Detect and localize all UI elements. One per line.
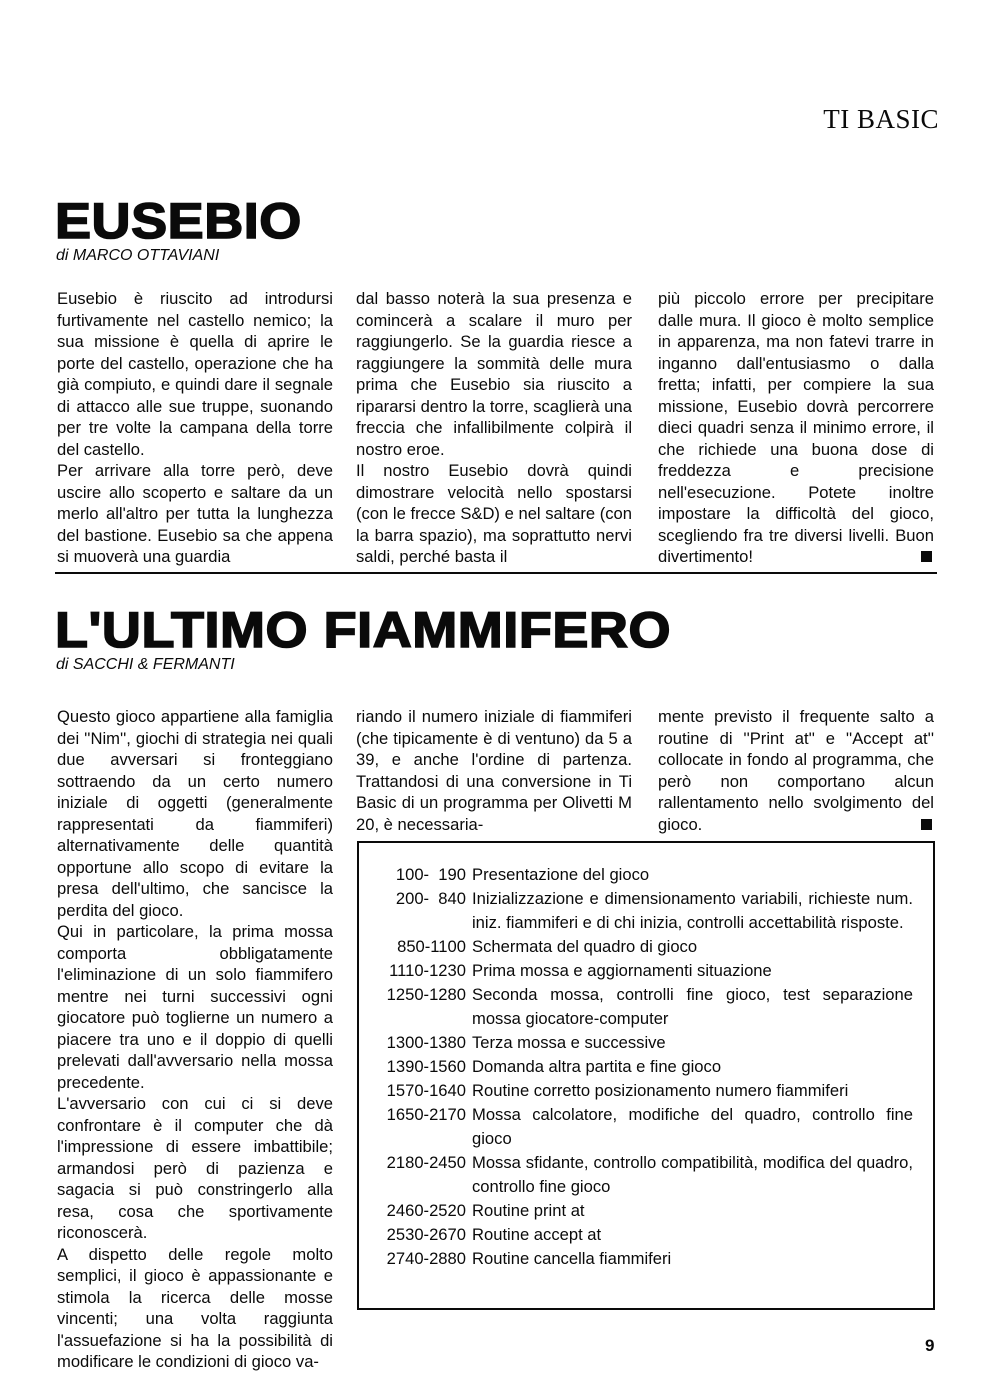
- program-map-row: [367, 1055, 927, 1079]
- program-map-row: [367, 983, 927, 1031]
- line-range: 200- 840: [395, 889, 466, 908]
- end-of-article-mark: [921, 819, 932, 830]
- line-description: Routine corretto posizionamento numero fiammiferi: [472, 1081, 849, 1100]
- line-range: 1110-1230: [389, 961, 466, 980]
- section-divider: [55, 572, 937, 574]
- paragraph: Questo gioco appartiene alla famiglia dei ''Nim'', giochi di strategia nei quali due avversari si fronteggiano sottraendo da un certo numero iniziale di oggetti (generalmente rappresentati da fiammiferi) alternativamente delle quantità opportune allo scopo di evitare la presa dell'ultimo, che sancisce la perdita del gioco.: [57, 707, 333, 920]
- line-description: Mossa calcolatore, modifiche del quadro, controllo fine gioco: [472, 1105, 913, 1148]
- paragraph: Il nostro Eusebio dovrà quindi dimostrare velocità nello spostarsi (con le frecce S&D) e nel saltare (con la barra spazio), ma soprattutto nervi saldi, perché basta il: [356, 461, 632, 566]
- line-range: 850-1100: [397, 937, 466, 956]
- program-map-row: [367, 1199, 927, 1223]
- section-tag: TI BASIC: [823, 104, 939, 134]
- program-map-row: [367, 887, 927, 935]
- article-author-eusebio: di MARCO OTTAVIANI: [56, 247, 220, 264]
- line-range: 2460-2520: [386, 1201, 466, 1220]
- program-map-row: [367, 935, 927, 959]
- paragraph: Qui in particolare, la prima mossa comporta obbligatamente l'eliminazione di un solo fiammifero mentre nei turni successivi ogni giocatore può toglierne un numero a piacere tra uno e il doppio di quelli prelevati dall'avversario nella mossa precedente.: [57, 922, 333, 1092]
- paragraph-text: mente previsto il frequente salto a routine di ''Print at'' e ''Accept at'' collocate in fondo al programma, che però non comportano alcun rallentamento nello svolgimento del gioco.: [658, 707, 934, 834]
- article2-column-2: [356, 706, 632, 835]
- line-range: 2180-2450: [386, 1153, 466, 1172]
- program-map-row: [367, 1223, 927, 1247]
- article1-column-1: [57, 288, 333, 568]
- line-description: Routine accept at: [472, 1225, 602, 1244]
- line-description: Routine print at: [472, 1201, 585, 1220]
- end-of-article-mark: [921, 551, 932, 562]
- paragraph: A dispetto delle regole molto semplici, il gioco è appassionante e stimola la ricerca delle mosse vincenti; una volta raggiunta l'assuefazione si ha la possibilità di modificare le condizioni di gioco va-: [57, 1244, 333, 1371]
- program-map-row: [367, 1103, 927, 1151]
- line-description: Domanda altra partita e fine gioco: [472, 1057, 722, 1076]
- article1-column-3: [658, 288, 934, 568]
- paragraph-text: più piccolo errore per precipitare dalle mura. Il gioco è molto semplice in apparenza, ma non fatevi trarre in inganno dall'entusiasmo o dalla fretta; infatti, per compiere la sua missione, Eusebio dovrà percorrere dieci quadri senza il minimo errore, il che richiede una buona dose di freddezza e precisione nell'esecuzione. Potete inoltre impostare la difficoltà del gioco, scegliendo fra tre diversi livelli. Buon divertimento!: [658, 289, 934, 566]
- line-description: Mossa sfidante, controllo compatibilità, modifica del quadro, controllo fine gioco: [472, 1153, 913, 1196]
- article-author-ultimo-fiammifero: di SACCHI & FERMANTI: [56, 656, 235, 673]
- line-description: Seconda mossa, controlli fine gioco, test separazione mossa giocatore-computer: [472, 985, 913, 1028]
- paragraph: L'avversario con cui ci si deve confrontare è il computer che dà l'impressione di essere imbattibile; armandosi però di pazienza e sagacia si può constringerlo alla resa, cosa che sportivamente riconoscerà.: [57, 1094, 333, 1242]
- line-range: 2740-2880: [386, 1249, 466, 1268]
- page-number: 9: [925, 1336, 935, 1355]
- paragraph: Per arrivare alla torre però, deve uscire allo scoperto e saltare da un merlo all'altro per tutta la lunghezza del bastione. Eusebio sa che appena si muoverà una guardia: [57, 461, 333, 566]
- article2-column-3: [658, 706, 934, 835]
- paragraph: dal basso noterà la sua presenza e comincerà a scalare il muro per raggiungerlo. Se la guardia riesce a raggiungere la sommità delle mura prima che Eusebio sia riuscito a ripararsi dentro la torre, scaglierà una freccia che infallibilmente colpirà il nostro eroe.: [356, 289, 632, 459]
- line-description: Presentazione del gioco: [472, 865, 650, 884]
- paragraph: [658, 706, 934, 835]
- program-map-box: [357, 841, 935, 1310]
- line-range: 100- 190: [395, 865, 466, 884]
- line-description: Schermata del quadro di gioco: [472, 937, 698, 956]
- program-map-row: [367, 959, 927, 983]
- program-map-row: [367, 1151, 927, 1199]
- program-map-row: [367, 1079, 927, 1103]
- line-range: 1650-2170: [386, 1105, 466, 1124]
- line-description: Inizializzazione e dimensionamento variabili, richieste num. iniz. fiammiferi e di chi inizia, controlli accettabilità risposte.: [472, 889, 913, 932]
- line-range: 1300-1380: [386, 1033, 466, 1052]
- line-range: 2530-2670: [386, 1225, 466, 1244]
- paragraph: Eusebio è riuscito ad introdursi furtivamente nel castello nemico; la sua missione è quella di aprire le porte del castello, operazione che ha già compiuto, e quindi dare il segnale di attacco alle sue truppe, suonando per tre volte la campana della torre del castello.: [57, 289, 333, 459]
- program-map-row: [367, 1247, 927, 1271]
- line-range: 1250-1280: [386, 985, 466, 1004]
- article-title-ultimo-fiammifero: L'ULTIMO FIAMMIFERO: [55, 602, 672, 658]
- program-map-row: [367, 1031, 927, 1055]
- article1-column-2: [356, 288, 632, 568]
- program-map-row: [367, 863, 927, 887]
- program-map-list: [367, 863, 927, 1271]
- line-description: Prima mossa e aggiornamenti situazione: [472, 961, 772, 980]
- article-title-eusebio: EUSEBIO: [55, 193, 302, 249]
- line-description: Routine cancella fiammiferi: [472, 1249, 672, 1268]
- article2-column-1: [57, 706, 333, 1373]
- line-range: 1570-1640: [386, 1081, 466, 1100]
- paragraph: riando il numero iniziale di fiammiferi (che tipicamente è di ventuno) da 5 a 39, e anche l'ordine di partenza. Trattandosi di una conversione in Ti Basic di un programma per Olivetti M 20, è necessaria-: [356, 707, 632, 834]
- paragraph: [658, 288, 934, 568]
- line-range: 1390-1560: [386, 1057, 466, 1076]
- line-description: Terza mossa e successive: [472, 1033, 666, 1052]
